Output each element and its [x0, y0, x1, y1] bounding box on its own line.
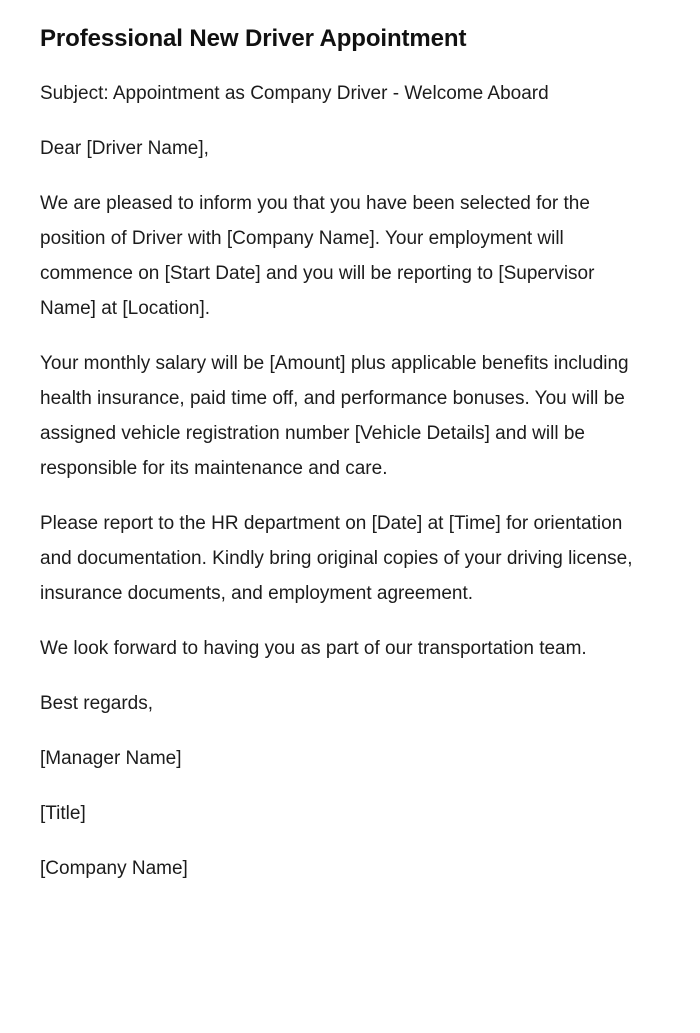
paragraph-spacer: [40, 611, 635, 631]
signature-spacer: [40, 721, 635, 741]
signature-spacer: [40, 831, 635, 851]
signature-manager-name: [Manager Name]: [40, 748, 182, 769]
signature-company-name: [Company Name]: [40, 858, 188, 879]
closing-line: Best regards,: [40, 693, 153, 714]
body-paragraph-welcome: We look forward to having you as part of our transportation team.: [40, 638, 587, 659]
subject-line: Subject: Appointment as Company Driver - Welcome Aboard: [40, 83, 549, 104]
paragraph-spacer: [40, 666, 635, 686]
title-spacer: [40, 54, 635, 76]
body-paragraph-position-offer: We are pleased to inform you that you have been selected for the position of Driver with [Company Name]. Your employment will commence on [Start Date] and you will be reporting to [Supervisor Name] at [Location].: [40, 193, 595, 319]
body-paragraph-hr-reporting: Please report to the HR department on [Date] at [Time] for orientation and documentation. Kindly bring original copies of your driving license, insurance documents, and employment agreement.: [40, 513, 633, 604]
paragraph-spacer: [40, 111, 635, 131]
body-paragraph-salary-benefits: Your monthly salary will be [Amount] plus applicable benefits including health insurance, paid time off, and performance bonuses. You will be assigned vehicle registration number [Vehicle Details] and will be responsible for its maintenance and care.: [40, 353, 629, 479]
signature-title: [Title]: [40, 803, 86, 824]
paragraph-spacer: [40, 326, 635, 346]
paragraph-spacer: [40, 486, 635, 506]
paragraph-spacer: [40, 166, 635, 186]
signature-spacer: [40, 776, 635, 796]
salutation: Dear [Driver Name],: [40, 138, 209, 159]
page-title: Professional New Driver Appointment: [40, 25, 467, 52]
